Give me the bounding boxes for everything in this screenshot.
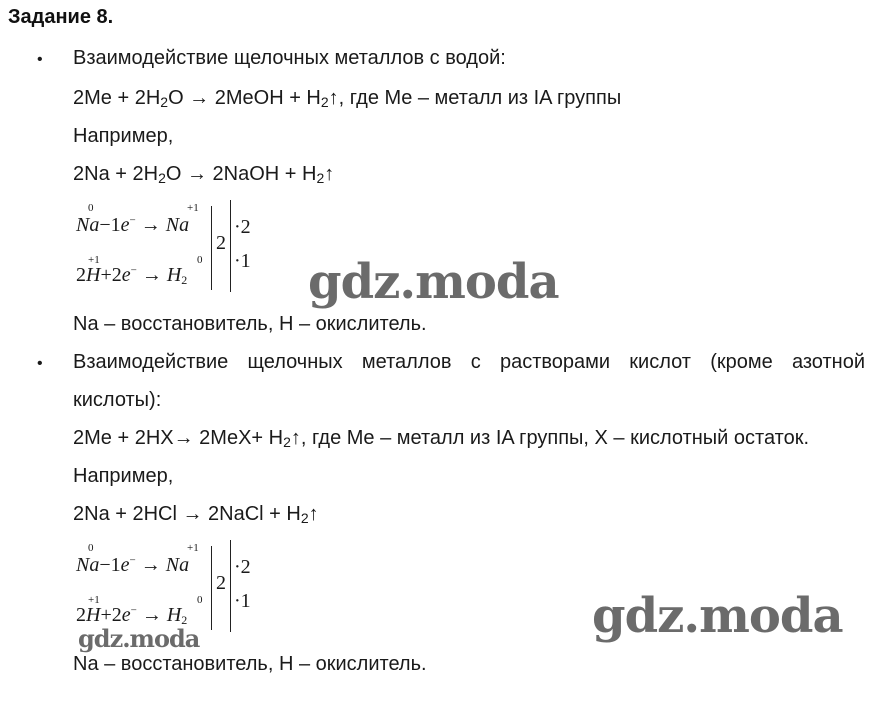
balance-line-2 xyxy=(230,200,231,292)
section2-conclusion: Na – восстановитель, H – окислитель. xyxy=(73,653,427,675)
section2-general-equation: $2Me + 2HX\to 2MeX+ H_2↑$, где Me – металл из IA группы, X – кислотный остаток. xyxy=(73,427,810,450)
balance-coef-2: ·1 xyxy=(234,250,251,272)
ox-state-h-0: 0 xyxy=(197,594,203,606)
ox-state-na-0: 0 xyxy=(88,542,94,554)
bullet-2: • xyxy=(37,355,43,372)
ox-state-h-plus1: +1 xyxy=(88,254,100,266)
section1-conclusion: Na – восстановитель, H – окислитель. xyxy=(73,313,427,335)
task-title: Задание 8. xyxy=(8,6,114,28)
watermark-small: gdz.moda xyxy=(78,624,200,653)
balance-lcm: 2 xyxy=(216,232,226,254)
ox-state-na-plus1: +1 xyxy=(187,202,199,214)
balance-coef-1: ·2 xyxy=(234,216,251,238)
section1-example-label: Например, xyxy=(73,125,174,147)
balance-line-1 xyxy=(211,546,212,630)
balance-line-1 xyxy=(211,206,212,290)
half-reaction-reduction: $2H+2e^- \to H_2$ xyxy=(76,264,188,287)
ox-state-na-0: 0 xyxy=(88,202,94,214)
balance-lcm: 2 xyxy=(216,572,226,594)
balance-coef-1: ·2 xyxy=(234,556,251,578)
section2-example-equation: 2Na + 2HCl → 2NaCl + $H_2↑$ xyxy=(73,503,319,526)
half-reaction-oxidation: Na−1e− → Na xyxy=(76,554,190,576)
watermark-2: gdz.moda xyxy=(592,588,843,644)
section2-heading-line2: кислоты): xyxy=(73,389,162,411)
section2-heading-line1: Взаимодействие щелочных металлов с растворами кислот (кроме азотной xyxy=(73,351,865,373)
section2-example-label: Например, xyxy=(73,465,174,487)
ox-state-h-plus1: +1 xyxy=(88,594,100,606)
balance-coef-2: ·1 xyxy=(234,590,251,612)
half-reaction-reduction: $2H+2e^- \to H_2$ xyxy=(76,604,188,627)
section1-general-equation: $2Me + 2H_2O$ → 2MeOH + $H_2↑$, где Me – металл из IA группы xyxy=(73,87,622,110)
section1-example-equation: $2Na + 2H_2O$ → 2NaOH + $H_2↑$ xyxy=(73,163,335,186)
section1-heading: Взаимодействие щелочных металлов с водой: xyxy=(73,47,506,69)
electron-balance-2 xyxy=(72,540,272,636)
watermark-1: gdz.moda xyxy=(308,254,559,310)
balance-line-2 xyxy=(230,540,231,632)
bullet-1: • xyxy=(37,51,43,68)
half-reaction-oxidation: Na−1e− → Na xyxy=(76,214,190,236)
ox-state-h-0: 0 xyxy=(197,254,203,266)
ox-state-na-plus1: +1 xyxy=(187,542,199,554)
electron-balance-1 xyxy=(72,200,272,296)
